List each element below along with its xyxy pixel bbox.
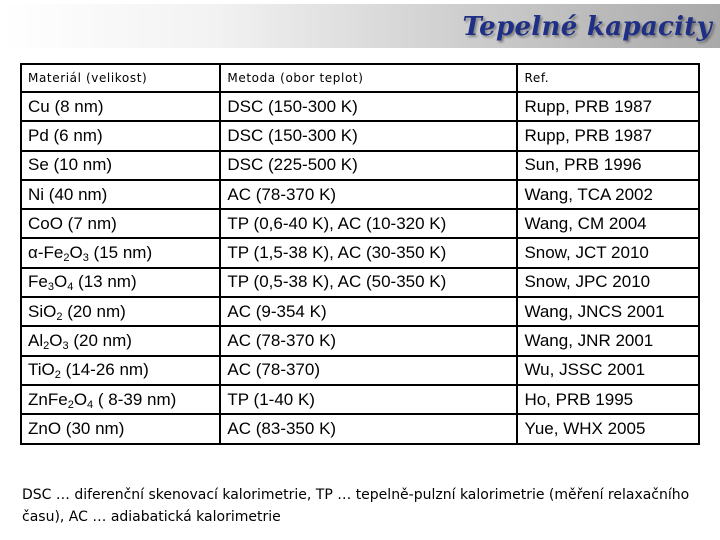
material-text: O xyxy=(69,243,83,263)
table-row xyxy=(21,92,699,121)
cell-method: TP (1-40 K) xyxy=(220,385,517,414)
cell-ref: Rupp, PRB 1987 xyxy=(517,92,699,121)
table-row xyxy=(21,414,699,443)
table-row xyxy=(21,385,699,414)
cell-ref: Ho, PRB 1995 xyxy=(517,385,699,414)
header-material: Materiál (velikost) xyxy=(21,64,220,92)
material-subscript: 4 xyxy=(87,398,94,411)
cell-ref: Yue, WHX 2005 xyxy=(517,414,699,443)
cell-ref: Sun, PRB 1996 xyxy=(517,151,699,180)
cell-ref: Wang, TCA 2002 xyxy=(517,180,699,209)
header-method: Metoda (obor teplot) xyxy=(220,64,517,92)
material-subscript: 2 xyxy=(67,398,74,411)
material-text: TiO xyxy=(28,360,55,380)
cell-method: TP (0,5-38 K), AC (50-350 K) xyxy=(220,268,517,297)
material-text: Se (10 nm) xyxy=(28,155,113,175)
table-row xyxy=(21,121,699,150)
cell-method: AC (78-370 K) xyxy=(220,180,517,209)
material-text: (13 nm) xyxy=(73,272,137,292)
cell-ref: Rupp, PRB 1987 xyxy=(517,121,699,150)
material-subscript: 2 xyxy=(63,252,70,265)
cell-method: DSC (225-500 K) xyxy=(220,151,517,180)
material-text: O xyxy=(53,272,68,292)
material-subscript: 3 xyxy=(47,281,54,294)
material-text: ZnO (30 nm) xyxy=(28,418,125,438)
material-text: O xyxy=(73,389,88,409)
cell-method: TP (1,5-38 K), AC (30-350 K) xyxy=(220,238,517,267)
cell-ref: Wang, JNR 2001 xyxy=(517,326,699,355)
material-subscript: 4 xyxy=(67,281,74,294)
cell-method: TP (0,6-40 K), AC (10-320 K) xyxy=(220,209,517,238)
material-text: Pd (6 nm) xyxy=(28,125,103,145)
table-row xyxy=(21,297,699,326)
cell-method: AC (83-350 K) xyxy=(220,414,517,443)
material-subscript: 2 xyxy=(56,310,63,323)
cell-material xyxy=(21,92,220,121)
cell-method: DSC (150-300 K) xyxy=(220,121,517,150)
footnote: DSC … diferenční skenovací kalorimetrie, TP … tepelně-pulzní kalorimetrie (měření relaxačního času), AC … adiabatická kalorimetrie xyxy=(22,487,690,525)
cell-material xyxy=(21,238,220,267)
cell-method: DSC (150-300 K) xyxy=(220,92,517,121)
material-text: Fe xyxy=(28,272,48,292)
cell-material xyxy=(21,121,220,150)
page-title: Tepelné kapacity xyxy=(462,12,712,42)
material-text: SiO xyxy=(28,301,57,321)
cell-material xyxy=(21,414,220,443)
heat-capacity-table xyxy=(20,63,700,445)
table-row xyxy=(21,151,699,180)
cell-method: AC (78-370) xyxy=(220,356,517,385)
table-row xyxy=(21,180,699,209)
header-ref: Ref. xyxy=(517,64,699,92)
material-text: (20 nm) xyxy=(62,301,126,321)
cell-material xyxy=(21,268,220,297)
cell-material xyxy=(21,385,220,414)
cell-ref: Wu, JSSC 2001 xyxy=(517,356,699,385)
material-subscript: 3 xyxy=(62,340,69,353)
material-subscript: 2 xyxy=(43,340,50,353)
material-text: ( 8-39 nm) xyxy=(93,389,177,409)
table-row xyxy=(21,209,699,238)
material-subscript: 3 xyxy=(82,252,89,265)
cell-material xyxy=(21,356,220,385)
material-text: O xyxy=(49,331,63,351)
table-row xyxy=(21,356,699,385)
table-row xyxy=(21,268,699,297)
table-header-row xyxy=(21,64,699,92)
cell-method: AC (78-370 K) xyxy=(220,326,517,355)
cell-ref: Wang, CM 2004 xyxy=(517,209,699,238)
material-text: Cu (8 nm) xyxy=(28,96,104,116)
table-row xyxy=(21,326,699,355)
material-text: Ni (40 nm) xyxy=(28,184,108,204)
table-row xyxy=(21,238,699,267)
cell-material xyxy=(21,326,220,355)
cell-ref: Snow, JCT 2010 xyxy=(517,238,699,267)
material-text: CoO (7 nm) xyxy=(28,213,117,233)
cell-ref: Wang, JNCS 2001 xyxy=(517,297,699,326)
material-subscript: 2 xyxy=(54,369,61,382)
cell-material xyxy=(21,151,220,180)
cell-material xyxy=(21,180,220,209)
cell-material xyxy=(21,297,220,326)
material-text: (15 nm) xyxy=(88,243,153,263)
material-text: Al xyxy=(28,331,44,351)
title-bar xyxy=(0,4,720,48)
cell-method: AC (9-354 K) xyxy=(220,297,517,326)
cell-material xyxy=(21,209,220,238)
material-text: (14-26 nm) xyxy=(60,360,149,380)
cell-ref: Snow, JPC 2010 xyxy=(517,268,699,297)
material-text: ZnFe xyxy=(28,389,68,409)
material-text: (20 nm) xyxy=(68,331,132,351)
material-text: α-Fe xyxy=(28,243,64,263)
